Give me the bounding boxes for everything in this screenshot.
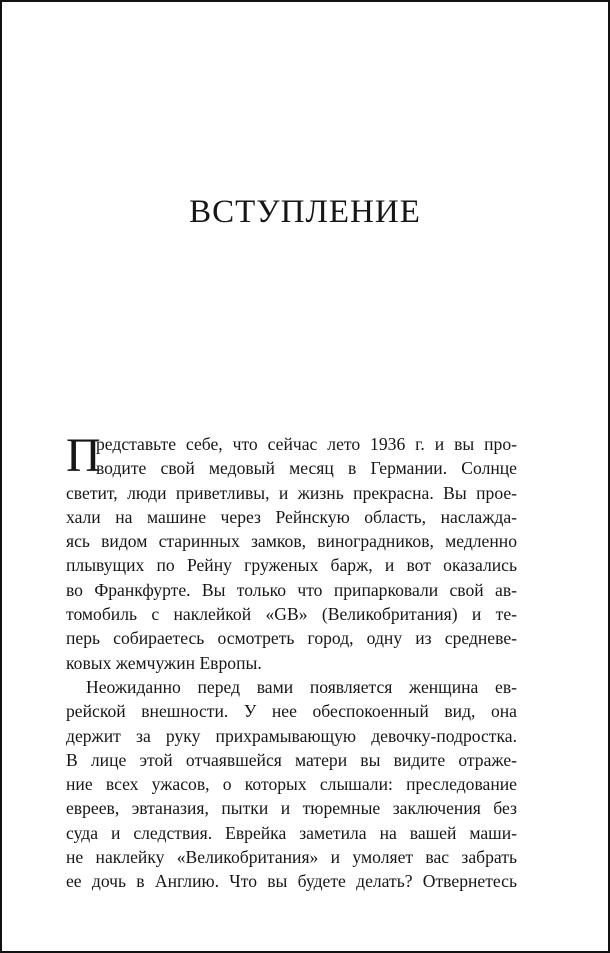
chapter-title: ВСТУПЛЕНИЕ [189, 194, 421, 230]
text-line: томобиль с наклейкой «GB» (Великобритания) и те- [66, 604, 517, 625]
text-line: ясь видом старинных замков, виноградников, медленно [66, 531, 517, 552]
text-line: перь собираетесь осмотреть город, одну из средневе- [66, 628, 517, 649]
text-line: В лице этой отчаявшейся матери вы видите отраже- [66, 749, 517, 770]
text-line: во Франкфурте. Вы только что припарковали свой ав- [66, 579, 517, 600]
text-line: ее дочь в Англию. Что вы будете делать? Отвернетесь [66, 871, 517, 892]
text-line: редставьте себе, что сейчас лето 1936 г. и вы про- [96, 434, 517, 454]
text-line: ковых жемчужин Европы. [66, 652, 262, 673]
text-line: светит, люди приветливы, и жизнь прекрасна. Вы прое- [66, 482, 517, 503]
text-line: рейской внешности. У нее обеспокоенный вид, она [66, 701, 517, 722]
text-line: водите свой медовый месяц в Германии. Солнце [96, 458, 517, 479]
body-text [66, 429, 517, 894]
text-line: Неожиданно перед вами появляется женщина ев- [86, 676, 517, 697]
text-line: хали на машине через Рейнскую область, наслажда- [66, 506, 517, 527]
drop-cap: П [66, 429, 101, 482]
text-line: евреев, эвтаназия, пытки и тюремные заключения без [66, 798, 517, 819]
text-line: ние всех ужасов, о которых слышали: преследование [66, 774, 517, 795]
text-line: держит за руку прихрамывающую девочку-подростка. [66, 725, 517, 746]
text-line: не наклейку «Великобритания» и умоляет вас забрать [66, 847, 517, 868]
text-line: плывущих по Рейну груженых барж, и вот оказались [66, 555, 517, 576]
paragraph-2 [66, 675, 517, 894]
paragraph-1 [66, 429, 517, 675]
text-line: суда и следствия. Еврейка заметила на вашей маши- [66, 822, 517, 843]
